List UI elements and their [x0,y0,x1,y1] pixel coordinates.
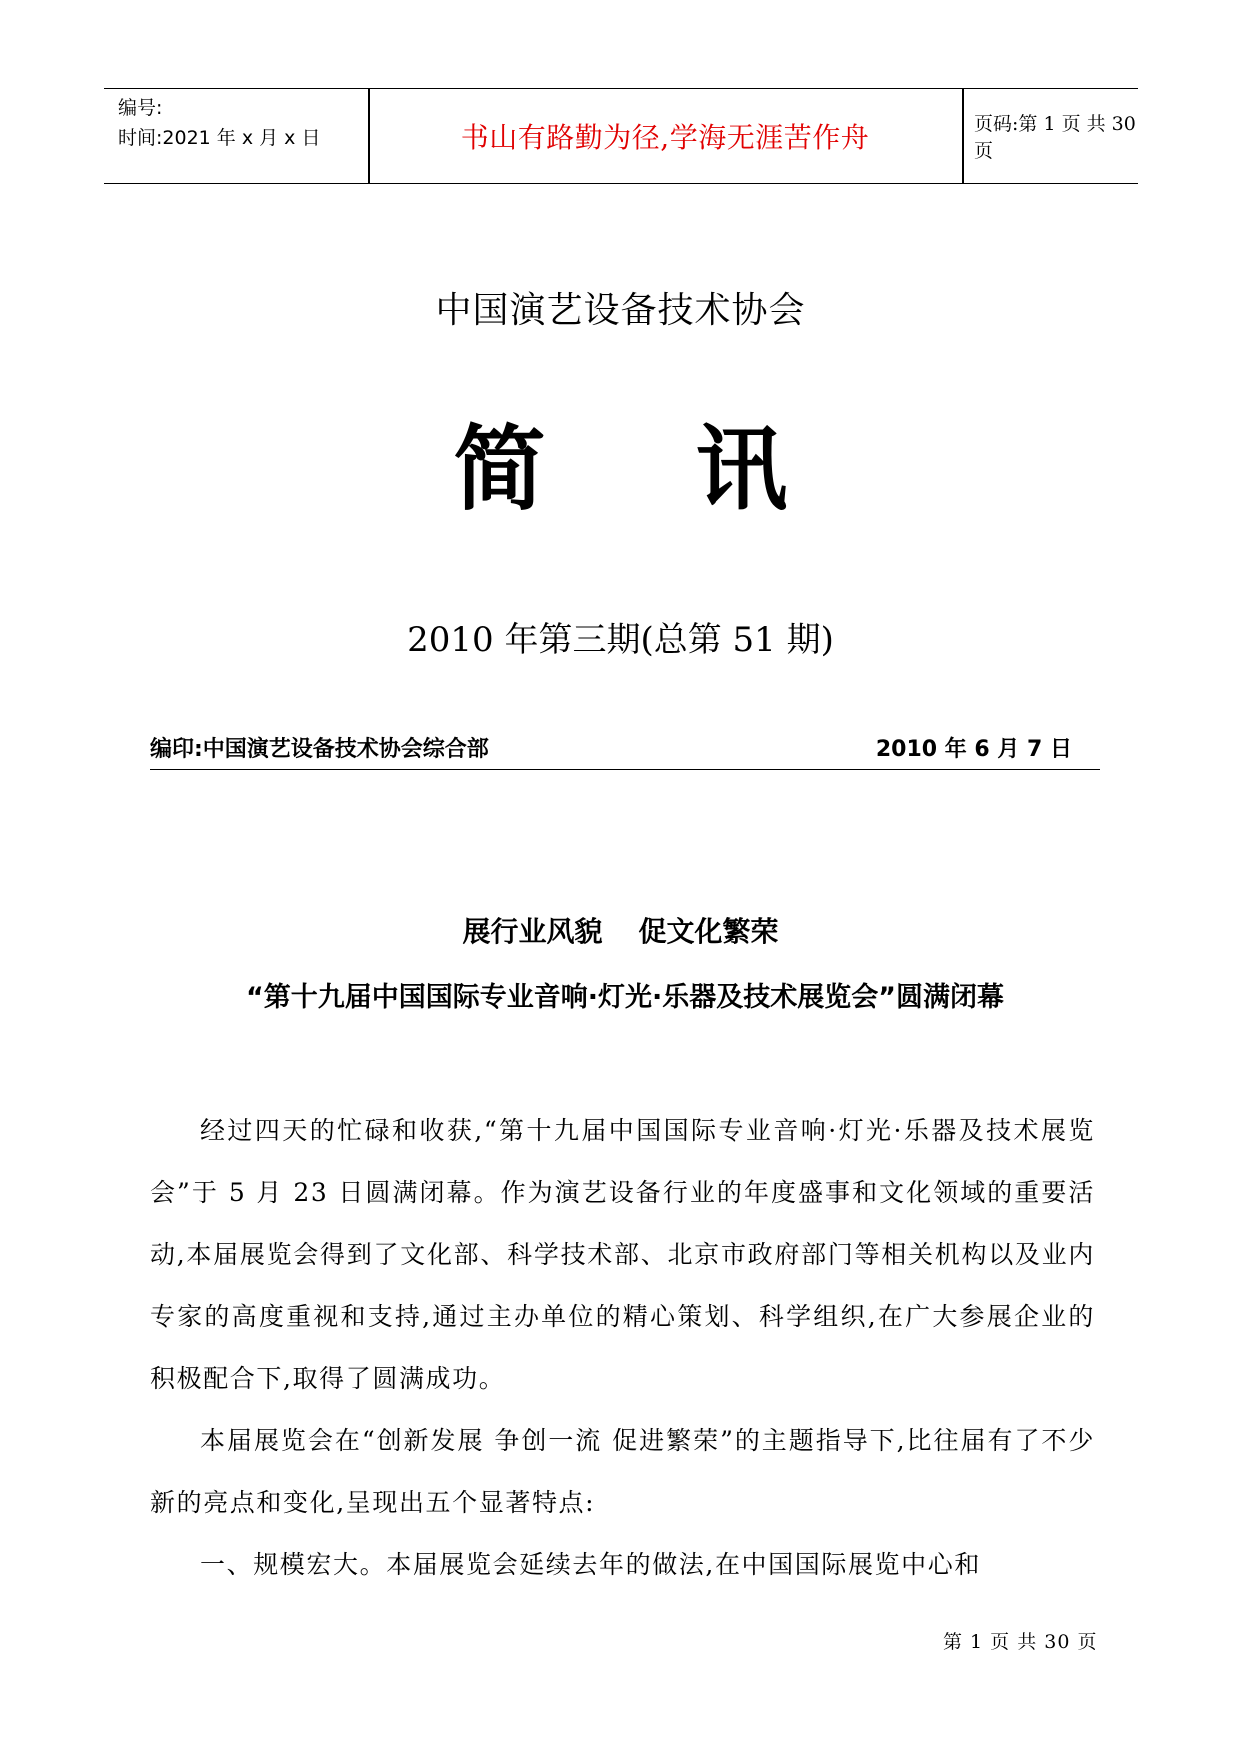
header-page-label: 页码:第 1 页 共 30 页 [974,113,1136,162]
title-char-2: 讯 [695,416,788,523]
association-name: 中国演艺设备技术协会 [435,290,806,331]
article-subheadline: “第十九届中国国际专业音响·灯光·乐器及技术展览会”圆满闭幕 [245,982,1004,1013]
issue-number: 2010 年第三期(总第 51 期) [407,620,834,660]
bulletin-title [0,415,1241,525]
header-divider-right [962,89,964,183]
headline-part-2: 促文化繁荣 [638,915,779,948]
footer-page-label: 第 1 页 共 30 页 [943,1631,1098,1653]
paragraph: 本届展览会在“创新发展 争创一流 促进繁荣”的主题指导下,比往届有了不少新的亮点和变化,呈现出五个显著特点: [150,1426,1095,1517]
paragraph: 经过四天的忙碌和收获,“第十九届中国国际专业音响·灯光·乐器及技术展览会”于 5 月 23 日圆满闭幕。作为演艺设备行业的年度盛事和文化领域的重要活动,本届展览会得到了文化部、科学技术部、北京市政府部门等相关机构以及业内专家的高度重视和支持,通过主办单位的精心策划、科学组织,在广大参展企业的积极配合下,取得了圆满成功。 [150,1116,1095,1393]
time-label: 时间:2021 年 x 月 x 日 [118,127,321,149]
number-label: 编号: [118,97,163,119]
article-body [150,1100,1095,1596]
title-char-1: 简 [453,416,546,523]
header-motto: 书山有路勤为径,学海无涯苦作舟 [460,121,870,154]
publish-date: 2010 年 6 月 7 日 [875,737,1072,762]
paragraph: 一、规模宏大。本届展览会延续去年的做法,在中国国际展览中心和 [200,1550,981,1579]
headline-part-1: 展行业风貌 [462,915,603,948]
document-header [104,88,1138,184]
editor-line [150,732,1100,770]
header-meta [118,93,320,153]
editor-name: 编印:中国演艺设备技术协会综合部 [150,737,489,762]
article-headline [0,910,1241,950]
